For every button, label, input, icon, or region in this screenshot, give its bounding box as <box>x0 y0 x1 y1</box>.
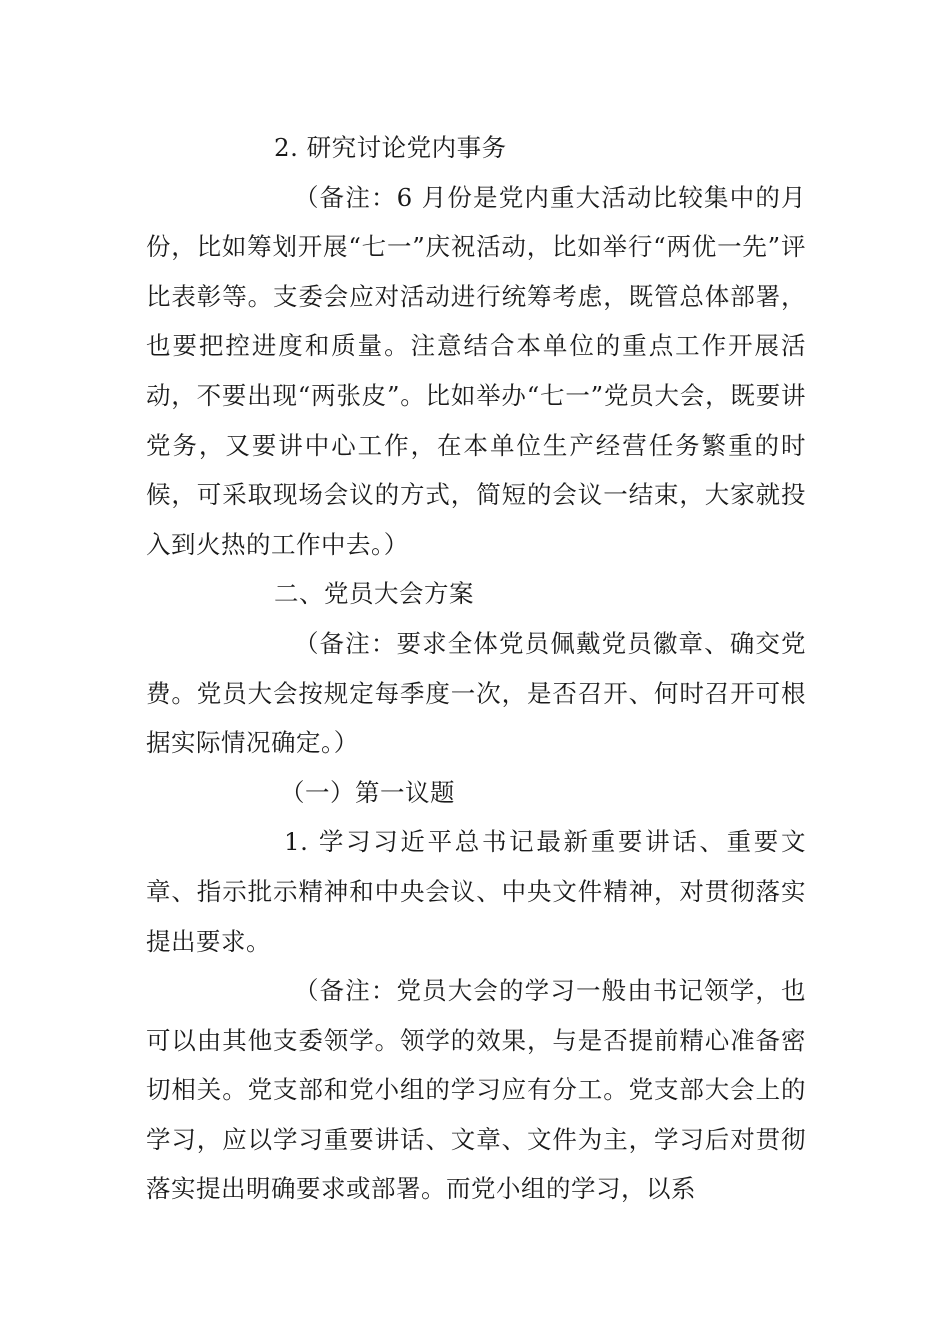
note-paragraph-member-meeting: （备注：要求全体党员佩戴党员徽章、确交党费。党员大会按规定每季度一次，是否召开、何时召开可根据实际情况确定。） <box>146 628 806 758</box>
note-paragraph-study: （备注：党员大会的学习一般由书记领学，也可以由其他支委领学。领学的效果，与是否提前精心准备密切相关。党支部和党小组的学习应有分工。党支部大会上的学习，应以学习重要讲话、文章、文件为主，学习后对贯彻落实提出明确要求或部署。而党小组的学习，以系 <box>146 976 806 1204</box>
sub-heading-1: （一）第一议题 <box>280 777 455 807</box>
item-heading-2: 2. 研究讨论党内事务 <box>274 133 507 162</box>
note-paragraph-june-activities: （备注：6 月份是党内重大活动比较集中的月份，比如筹划开展“七一”庆祝活动，比如举行“两优一先”评比表彰等。支委会应对活动进行统筹考虑，既管总体部署，也要把控进度和质量。注意结合本单位的重点工作开展活动，不要出现“两张皮”。比如举办“七一”党员大会，既要讲党务，又要讲中心工作，在本单位生产经营任务繁重的时候，可采取现场会议的方式，简短的会议一结束，大家就投入到火热的工作中去。） <box>146 182 806 559</box>
document-body <box>146 123 806 1214</box>
section-heading-2: 二、党员大会方案 <box>274 579 474 609</box>
item-paragraph-1: 1. 学习习近平总书记最新重要讲话、重要文章、指示批示精神和中央会议、中央文件精神，对贯彻落实提出要求。 <box>146 827 806 956</box>
